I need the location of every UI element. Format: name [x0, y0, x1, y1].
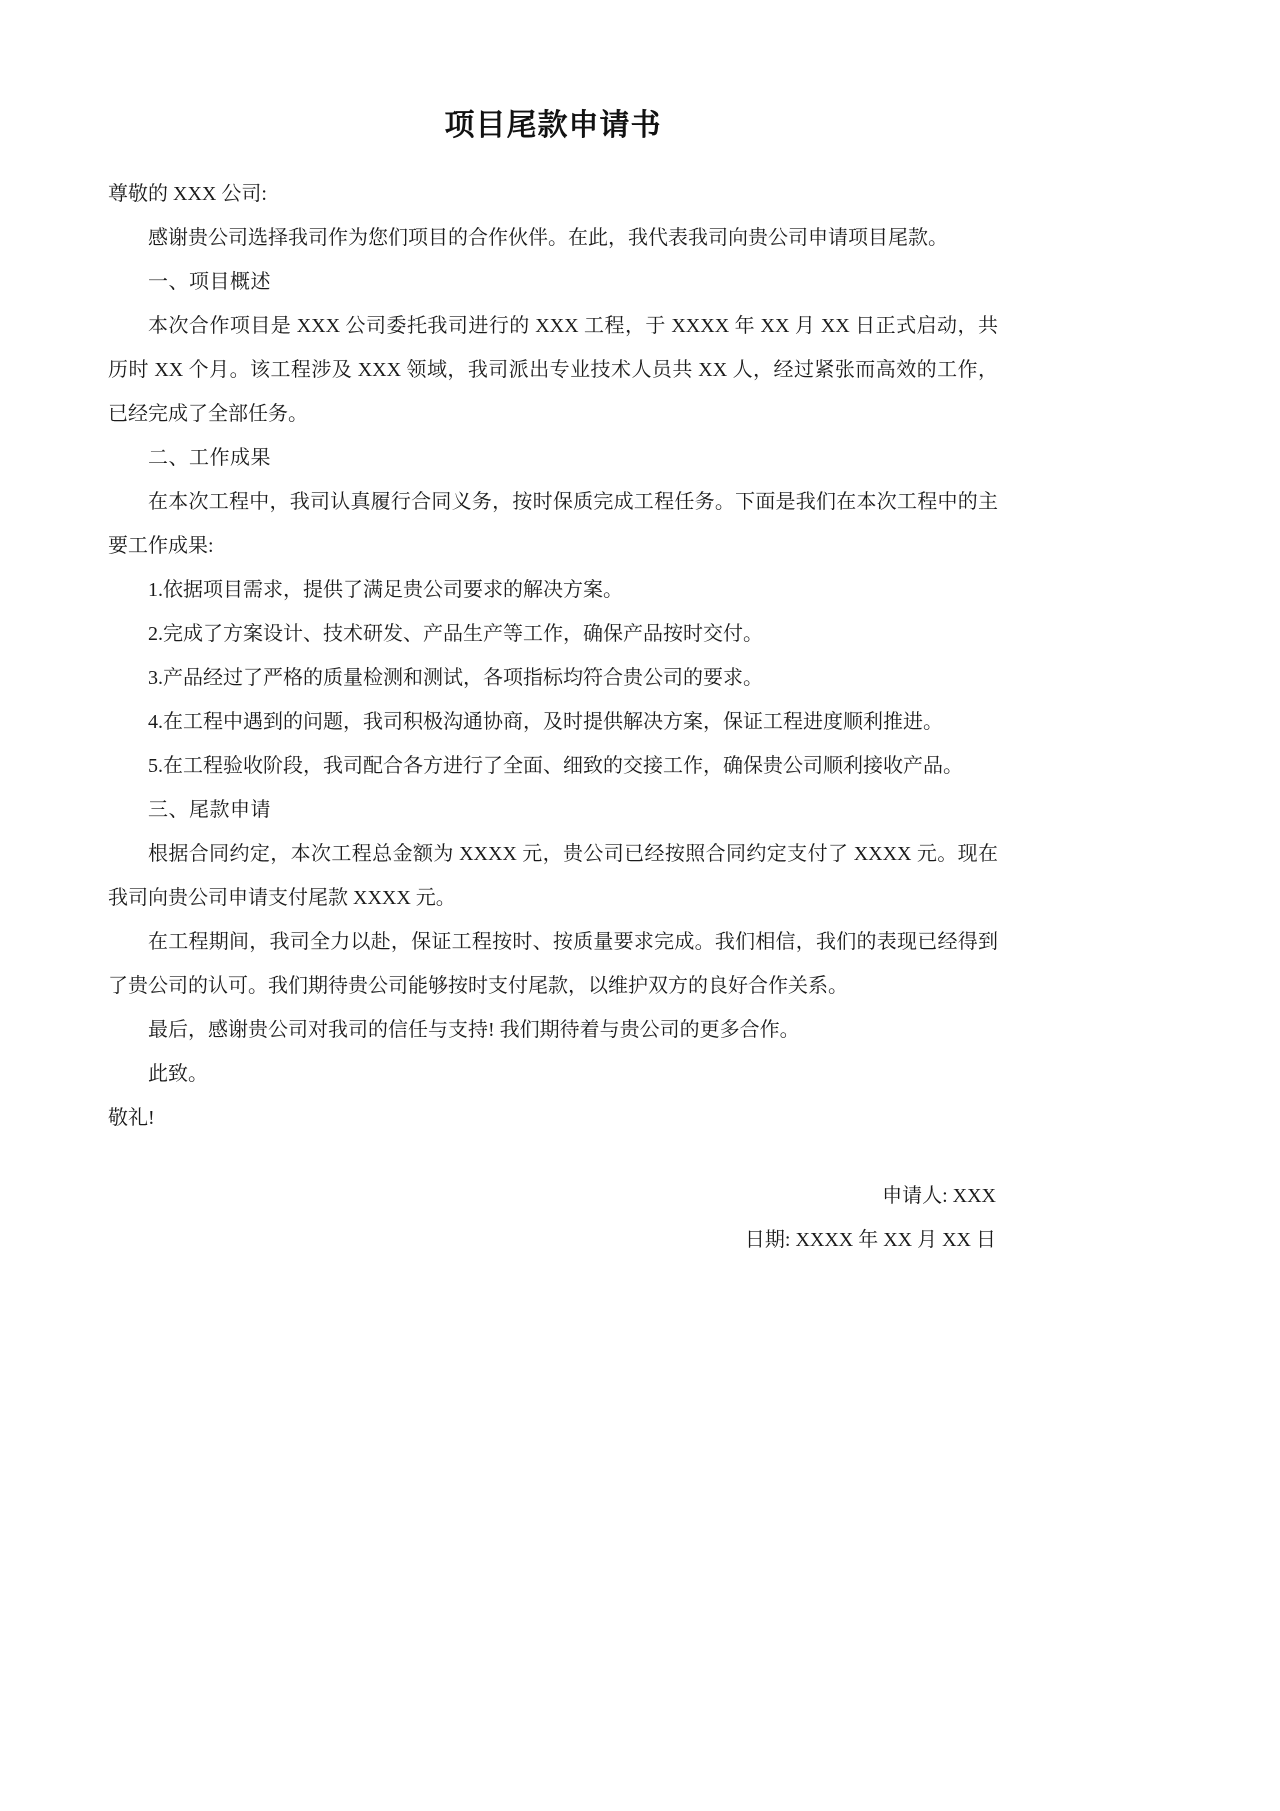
document-content	[108, 0, 998, 1262]
section-body-1: 本次合作项目是 XXX 公司委托我司进行的 XXX 工程，于 XXXX 年 XX 月 XX 日正式启动，共历时 XX 个月。该工程涉及 XXX 领域，我司派出专业技术人员共 XX 人，经过紧张而高效的工作，已经完成了全部任务。	[108, 315, 998, 425]
closing-line-2: 敬礼!	[108, 1107, 155, 1129]
section-body-3b: 在工程期间，我司全力以赴，保证工程按时、按质量要求完成。我们相信，我们的表现已经得到了贵公司的认可。我们期待贵公司能够按时支付尾款，以维护双方的良好合作关系。	[108, 931, 998, 997]
list-item: 4.在工程中遇到的问题，我司积极沟通协商，及时提供解决方案，保证工程进度顺利推进。	[148, 711, 943, 733]
section-body-2: 在本次工程中，我司认真履行合同义务，按时保质完成工程任务。下面是我们在本次工程中的主要工作成果:	[108, 491, 998, 557]
salutation-line: 尊敬的 XXX 公司:	[108, 183, 267, 205]
page-title: 项目尾款申请书	[444, 109, 662, 142]
applicant-name: 申请人: XXX	[882, 1185, 996, 1207]
signature-block	[108, 1174, 998, 1262]
section-heading-2: 二、工作成果	[148, 447, 271, 469]
intro-paragraph: 感谢贵公司选择我司作为您们项目的合作伙伴。在此，我代表我司向贵公司申请项目尾款。	[148, 227, 948, 249]
section-heading-1: 一、项目概述	[148, 271, 271, 293]
section-body-3c: 最后，感谢贵公司对我司的信任与支持! 我们期待着与贵公司的更多合作。	[148, 1019, 800, 1041]
section-heading-3: 三、尾款申请	[148, 799, 271, 821]
closing-line-1: 此致。	[148, 1063, 208, 1085]
list-item: 3.产品经过了严格的质量检测和测试，各项指标均符合贵公司的要求。	[148, 667, 763, 689]
signature-date: 日期: XXXX 年 XX 月 XX 日	[744, 1229, 996, 1251]
list-item: 2.完成了方案设计、技术研发、产品生产等工作，确保产品按时交付。	[148, 623, 763, 645]
section-body-3: 根据合同约定，本次工程总金额为 XXXX 元，贵公司已经按照合同约定支付了 XXXX 元。现在我司向贵公司申请支付尾款 XXXX 元。	[108, 843, 998, 909]
list-item: 5.在工程验收阶段，我司配合各方进行了全面、细致的交接工作，确保贵公司顺利接收产品。	[148, 755, 963, 777]
list-item: 1.依据项目需求，提供了满足贵公司要求的解决方案。	[148, 579, 623, 601]
